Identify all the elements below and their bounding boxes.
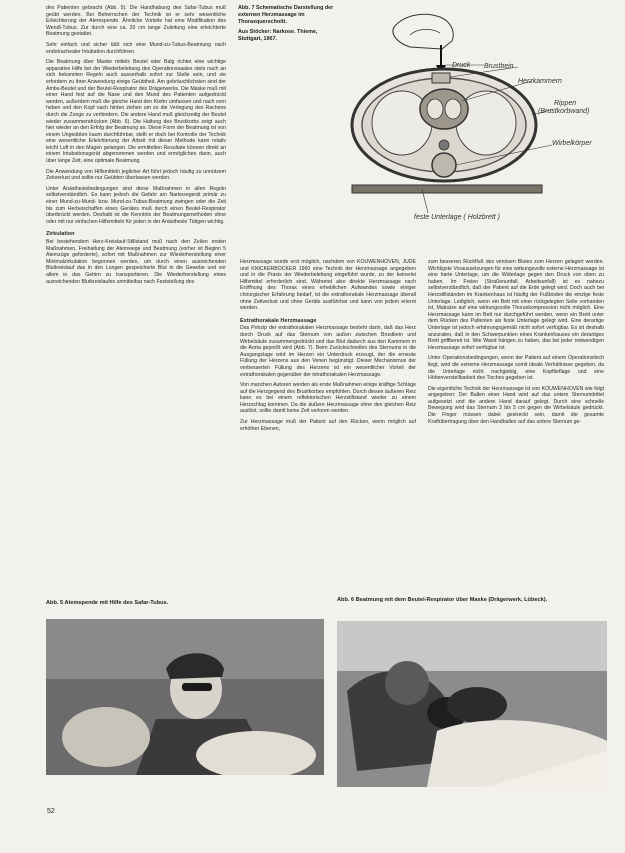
heart-chamber-left xyxy=(427,99,443,119)
photo-5-illustration xyxy=(46,619,324,775)
label-rippen xyxy=(538,100,589,115)
figure-6-caption: Abb. 6 Beatmung mit dem Beutel-Respirator über Maske (Drägerwerk, Lübeck). xyxy=(337,597,548,603)
paragraph: Bei bestehendem Herz-Kreislauf-Stillstand muß nach den Zeilen ersten Maßnahmen, Freihaltung der Atemwege und Beatmung (vorher ist Beginn 5 Atemzüge geforderte), sofort mit Maßnahmen zur Wiederherstellung einer Minimalzirkulation begonnen werden, um durch einen ausreichenden Blutkreislauf das in den Lungen gespeicherte Blut in die Gewebe und vor allem in das Gehirn zu transportieren. Die Wiederherstellung eines ausreichenden Blutkreislaufes unmittelbar nach Feststellung des xyxy=(46,239,226,285)
text-column-right xyxy=(428,259,604,429)
sternum-shape xyxy=(432,73,450,83)
paragraph: des Patienten gebracht (Abb. 5). Die Handhabung des Safar-Tubus muß geübt werden. Bei Beherrschen der Technik ist er sehr wesentliche Erleichterung der Atemspende. Ähnliche Vorteile hat eine Modifikation des Wendl-Tubus. Zur durch eine ca. 20 cm lange Zuleitung eine erleichterte Beatmung gestattet. xyxy=(46,5,226,38)
page-number: 52 xyxy=(47,808,55,815)
label-unterlage: feste Unterlage ( Holzbrett ) xyxy=(414,214,500,221)
figure-7-source: Aus Stöcker: Narkose. Thieme, Stuttgart, 1967. xyxy=(238,29,318,43)
paragraph: Die eigentliche Technik der Herzmassage ist von KOUWENHOVEN wie folgt angegeben: Der Ballen einer Hand wird auf das untere Sternumdrittel aufgesetzt und die andere Hand darauf gelegt. Durch eine schnelle Bewegung wird das Sternum 3 bis 5 cm gegen die Wirbelsäule gedrückt. Die Finger müssen dabei gestreckt sein, damit die gesamte Kraftübertragung über den Handballen auf das untere Sternum ge- xyxy=(428,385,604,425)
paragraph: Sehr einfach und sicher läßt sich eine Mund-zu-Tubus-Beatmung nach endotrachealer Intubation durchführen. xyxy=(46,41,226,55)
photo-wall xyxy=(337,621,607,671)
figure-7-diagram xyxy=(332,5,604,225)
paragraph: Die Beatmung über Maske mittels Beutel oder Balg richtet eine wichtige apparative Hilfe bei der Wiederbelebung des Operationssaales stets nach an sich bekannten Regeln auch ausserhalb sofort zur Stelle sein, und sie erfordern zu ihrer Anwendung einige Geübtheit. Am gebräuchlichsten sind der Ambu-Beutel und der Beutel-Respirator des Drägerwerks. Die Maske muß mit einer Hand fest auf die Nase und den Mund des Patienten aufgedrückt werden, außerdem muß die gleiche Hand den Kiefer umfassen und nach vorn heben und den Kopf nach hinten ziehen um so die Verlegung des Rachens durch die Zunge zu verhindern. Die andere Hand muß gleichzeitig der Beutel wieder zusammendrücken (Abb. 6). Die Haltung des Brustkorbs zeigt auch hier wieder an den Erfolg der Beatmung an. Diese Form der Beatmung ist von einem Ungeübten kaum durchführbar, stellt er doch bei Kontrolle der Technik eine wesentliche Erleichterung der Arbeit mit dieser Methode kann relativ leicht Luft in den Magen gelangen. Die ermittelten Resultate können direkt an einem Intubationsgerät abgenommen werden und ermöglichen dann, auch über lange Zeit, eine optimale Beatmung. xyxy=(46,59,226,165)
respirator-bag xyxy=(447,687,507,723)
thorax-cross-section-svg xyxy=(332,5,604,225)
photo-figure-6 xyxy=(337,621,607,787)
section-heading: Extrathorakale Herzmassage xyxy=(240,317,317,324)
label-rippen-line1: Rippen xyxy=(554,100,577,107)
paragraph: Unter Operationsbedingungen, wenn der Patient auf einem Operationstisch liegt, wird die extreme Herzmassage somit ideale Verhältnisse gegeben, da die Unterlage nicht nachgiebig, eine Kopftieflage und eine Höhenverstellbarkeit des Tisches gegeben ist. xyxy=(428,355,604,382)
photo-6-illustration xyxy=(337,621,607,787)
figure-7-caption-text: Abb. 7 Schematische Darstellung der externen Herzmassage im Thoraxquerschnitt. xyxy=(238,5,334,25)
label-brustbein: Brustbein xyxy=(484,63,514,70)
hands-illustration xyxy=(393,14,453,49)
section-heading: Zirkulation xyxy=(46,231,75,238)
photo-figure-5 xyxy=(46,619,324,775)
label-herzkammern: Herzkammern xyxy=(518,78,562,85)
text-column-middle xyxy=(240,259,416,436)
paragraph: Das Prinzip der extrathorakalen Herzmassage besteht darin, daß das Herz durch Druck auf das Sternum von außen zwischen Brustbein und Wirbelsäule zusammengedrückt und das Blut dadurch aus den Kammern in die Aorta gepreßt wird (Abb. 7). Beim Zurückschnellen des Sternums in die Ausgangslage wird im Herzen ein Unterdruck erzeugt, der die erneute Füllung der Herzens aus den Venen begünstigt. Dieser Mechanismus der verbesserten Füllung des Herzens ist ein wesentlicher Vorteil der extrathorakalen gegenüber der intrathorakalen Herzmassage. xyxy=(240,325,416,378)
label-druck: Druck xyxy=(452,62,471,69)
board-shape xyxy=(352,185,542,193)
paragraph: Zur Herzmassage muß der Patient auf den Rücken, wenn möglich auf erhöhter Ebenen, xyxy=(240,419,416,432)
label-rippen-line2: (Brustkorbwand) xyxy=(538,108,590,115)
text-column-left xyxy=(46,5,226,289)
rescuer-head xyxy=(385,661,429,705)
paragraph: Von manchen Autoren werden als erste Maßnahmen einige kräftige Schläge auf die Herzgegend des Brustkorbes empfohlen. Durch diesen äußeren Reiz kann es bei einem reflektorischen Herzstillstand wieder zu einem Herzschlag kommen. Da die äußere Herzmassage ohne den gleichen Reiz auslöst, sollte damit keine Zeit verloren werden. xyxy=(240,382,416,415)
rescuer-glasses xyxy=(182,683,212,691)
paragraph: Die Anwendung von Hilfsmitteln jeglicher Art führt jedoch häufig zu unnützem Zeitverlust und sollte nur Geübten überlassen werden. xyxy=(46,168,226,182)
figure-7-caption xyxy=(238,5,334,43)
heart-chamber-right xyxy=(445,99,461,119)
aorta-shape xyxy=(439,140,449,150)
patient-head xyxy=(62,707,150,767)
paragraph: Unter Anästhesiebedingungen sind diese Maßnahmen in allen Regeln selbstverständlich. Es kann jedoch die Gefahr am Narkosegerät primär zu einer Mund-zu-Mund- bzw. Mund-zu-Tubus-Beatmung zwingen oder die Zeit bis zum Herbeischaffen eines Gerätes muß durch einen Beutel-Respirator überbrückt werden. Deshalb ist die Kenntnis der Beatmungsmethoden ohne oder mit nur einfachen Hilfsmitteln für jeden in der Anästhesie Tätigen wichtig. xyxy=(46,185,226,225)
paragraph: Herzmassage wurde erst möglich, nachdem von KOUWENHOVEN, JUDE und KNICKERBOCKER 1960 eine Technik der Herzmassage angegeben und in die Praxis der Wiederbelebung eingeführt wurde, zu der keinerlei Hilfsmittel erforderlich sind. Während also direkte Herzmassage nach Eröffnung des Thorax eines erheblichen Aufwandes sowie einiger chirurgischer Erfahrung bedarf, ist die extrathorakale Herzmassage überall ohne Zeitverlust und ohne Geräte ausführbar und kann von jedem erlernt werden. xyxy=(240,259,416,312)
label-wirbel: Wirbelkörper xyxy=(552,140,592,147)
paragraph: zum besseren Rückfluß des venösen Blutes zum Herzen gelagert werden. Wichtigste Voraussetzungen für eine wirkungsvolle externe Herzmassage ist eine harte Unterlage, um die Widerlage gegen den Druck von oben zu haben. Im Freien (Straßenunfall, Arbeitsunfall) ist es nahezu selbstverständlich, daß der Patient auf die Erde gelegt wird. Doch auch bei Herzstillständen im Krankenhaus ist häufig der Fußboden die einzige feste Unterlage. Lediglich, wenn ein Bett mit einer rückgelegten Seite vorhanden ist, Matratze auf eine wirkungsvolle Thoraxkompression nicht möglich. Eine Herzmassage kann im Bett nur durchgeführt werden, wenn ein Brett unter dem Rücken des Patienten als feste Unterlage gelegt wird. Eine derartige Unterlage ist jedoch erfahrungsgemäß nicht sofort verfügbar. Es ist deshalb anzuraten, daß in den Schwerpunkten eines Krankenhauses ein derartiges Brett griffbereit ist. Wie Wand hängen zu haben, das bei jeder notwendigen Herzmassage sofort verfügbar ist. xyxy=(428,259,604,351)
figure-5-caption: Abb. 5 Atemspende mit Hilfe des Safar-Tubus. xyxy=(46,600,169,606)
vertebra-shape xyxy=(432,153,456,177)
